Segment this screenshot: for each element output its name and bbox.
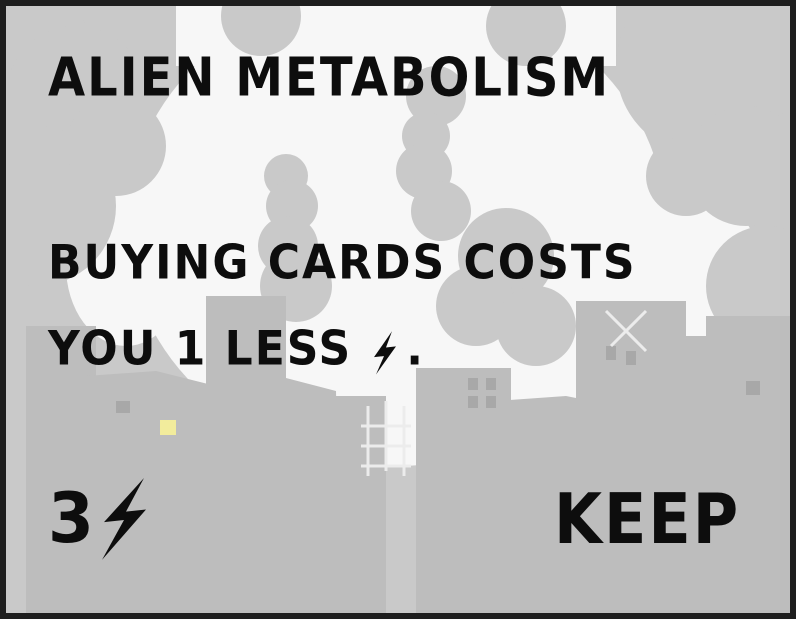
ability-line-2-text: YOU 1 LESS: [48, 321, 353, 377]
card-title: ALIEN METABOLISM: [48, 46, 611, 109]
ability-line-1: BUYING CARDS COSTS: [48, 235, 637, 291]
card-ability-text: [48, 220, 637, 393]
energy-icon: [370, 327, 400, 377]
lit-window: [160, 420, 176, 435]
energy-icon: [98, 474, 148, 562]
cost-value: 3: [48, 478, 96, 559]
card-type: KEEP: [554, 478, 741, 560]
card-cost: [48, 478, 148, 562]
ability-line-2-end: .: [406, 321, 425, 377]
ability-line-2: [48, 306, 637, 392]
